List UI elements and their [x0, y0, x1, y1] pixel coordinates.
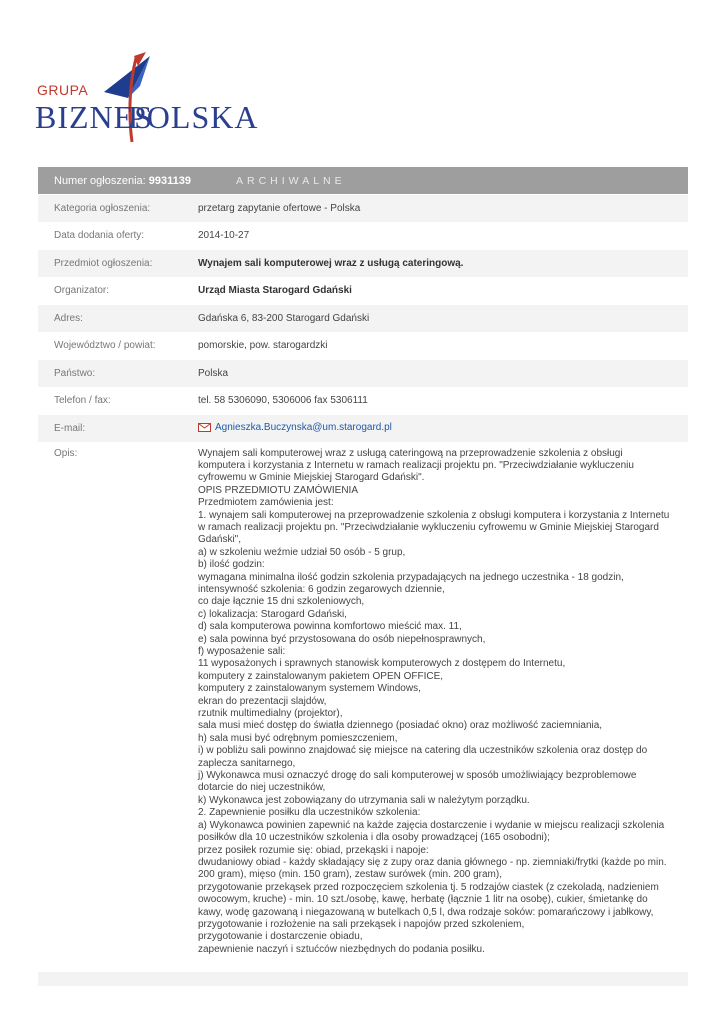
- value-data: 2014-10-27: [198, 230, 250, 242]
- description-line: przygotowanie i rozłożenie na sali przekąsek i napojów przed szkoleniem,: [198, 918, 525, 930]
- description-line: 11 wyposażonych i sprawnych stanowisk komputerowych z dostępem do Internetu,: [198, 658, 566, 670]
- description-line: 200 gram), mięso (min. 150 gram), zestaw surówek (min. 200 gram),: [198, 869, 502, 881]
- description-line: Wynajem sali komputerowej wraz z usługą cateringową na przeprowadzenie szkolenia z obsługi: [198, 447, 623, 459]
- label-kategoria: Kategoria ogłoszenia:: [54, 202, 151, 214]
- header-row: [38, 167, 688, 194]
- description-line: c) lokalizacja: Starogard Gdański,: [198, 608, 347, 620]
- description-line: przygotowanie i dostarczenie obiadu,: [198, 931, 363, 943]
- description-line: posiłków dla 10 uczestników szkolenia i dla osoby prowadzącej (165 osobodni);: [198, 832, 550, 844]
- description-line: ekran do prezentacji slajdów,: [198, 695, 327, 707]
- row-opis: [38, 442, 688, 971]
- description-line: Gdański",: [198, 534, 242, 546]
- row-organizator: [38, 277, 688, 305]
- description-line: owocowym, kruche) - min. 10 szt./osobę, kawę, herbatę (łącznie 1 litr na osobę), cukier, śmietankę do: [198, 894, 648, 906]
- description-line: h) sala musi być odrębnym pomieszczeniem,: [198, 732, 398, 744]
- label-adres: Adres:: [54, 312, 83, 324]
- logo-grupa: GRUPA: [37, 82, 89, 98]
- label-opis: Opis:: [54, 447, 78, 459]
- announcement-number: Numer ogłoszenia: 9931139: [54, 174, 191, 187]
- description-line: dotarcie do niej uczestników,: [198, 782, 326, 794]
- row-email: [38, 414, 688, 442]
- description-line: wymagana minimalna ilość godzin szkolenia przypadających na jednego uczestnika - 18 godzin,: [198, 571, 624, 583]
- value-organizator: Urząd Miasta Starogard Gdański: [198, 285, 352, 297]
- label-wojewodztwo: Województwo / powiat:: [54, 340, 156, 352]
- description-line: Przedmiotem zamówienia jest:: [198, 497, 334, 509]
- description-line: kawy, wodę gazowaną i niegazowaną w butelkach 0,5 l, dwa rodzaje soków: pomarańczowy i jabłkowy,: [198, 906, 654, 918]
- value-opis: [198, 448, 688, 971]
- value-wojewodztwo: pomorskie, pow. starogardzki: [198, 340, 328, 352]
- description-line: d) sala komputerowa powinna komfortowo mieścić max. 11,: [198, 621, 462, 633]
- value-telefon: tel. 58 5306090, 5306006 fax 5306111: [198, 395, 368, 407]
- email-text: Agnieszka.Buczynska@um.starogard.pl: [215, 421, 392, 433]
- description-line: zapewnienie naczyń i sztućców niezbędnych do podania posiłku.: [198, 943, 485, 955]
- description-line: intensywność szkolenia: 6 godzin zegarowych dziennie,: [198, 583, 445, 595]
- description-line: b) ilość godzin:: [198, 559, 265, 571]
- description-line: i) w pobliżu sali powinno znajdować się miejsce na catering dla uczestników szkolenia oraz dostęp do: [198, 745, 648, 757]
- label-data: Data dodania oferty:: [54, 230, 145, 242]
- description-line: OPIS PRZEDMIOTU ZAMÓWIENIA: [198, 484, 359, 496]
- description-line: sala musi mieć dostęp do światła dziennego (posiadać okno) oraz możliwość zaciemniania,: [198, 720, 603, 732]
- status-badge: ARCHIWALNE: [236, 174, 346, 187]
- description-line: zaplecza sanitarnego,: [198, 757, 296, 769]
- announcement-table: [38, 167, 688, 986]
- row-panstwo: [38, 359, 688, 387]
- description-line: f) wyposażenie sali:: [198, 646, 286, 657]
- row-data: [38, 222, 688, 250]
- description-line: w ramach realizacji projektu pn. "Przeciwdziałanie wykluczeniu cyfrowemu w Gminie Miejskiej Starogard: [198, 521, 659, 533]
- description-line: e) sala powinna być przystosowana do osób niepełnosprawnych,: [198, 633, 486, 645]
- value-panstwo: Polska: [198, 367, 229, 379]
- description-line: komputery z zainstalowanym systemem Windows,: [198, 683, 421, 695]
- value-kategoria: przetarg zapytanie ofertowe - Polska: [198, 202, 361, 214]
- description-line: k) Wykonawca jest zobowiązany do utrzymania sali w należytym porządku.: [198, 794, 530, 806]
- row-wojewodztwo: [38, 332, 688, 360]
- announcement-number-value: 9931139: [148, 174, 191, 187]
- value-adres: Gdańska 6, 83-200 Starogard Gdański: [198, 312, 370, 324]
- logo-biznes: BIZNES: [35, 99, 153, 135]
- description-line: cyfrowemu w Gminie Miejskiej Starogard Gdański".: [198, 472, 425, 484]
- row-adres: [38, 304, 688, 332]
- table-footer: [38, 971, 688, 986]
- label-organizator: Organizator:: [54, 285, 110, 297]
- description-line: co daje łącznie 15 dni szkoleniowych,: [198, 596, 365, 608]
- description-line: dwudaniowy obiad - każdy składający się z zupy oraz dania głównego - np. ziemniaki/frytki (każde po min.: [198, 856, 667, 868]
- description-line: 2. Zapewnienie posiłku dla uczestników szkolenia:: [198, 807, 421, 819]
- row-przedmiot: [38, 249, 688, 277]
- description-line: komputery z zainstalowanym pakietem OPEN OFFICE,: [198, 670, 444, 682]
- label-przedmiot: Przedmiot ogłoszenia:: [54, 257, 153, 269]
- description-line: a) w szkoleniu weźmie udział 50 osób - 5 grup,: [198, 546, 406, 558]
- description-line: rzutnik multimedialny (projektor),: [198, 708, 343, 720]
- label-telefon: Telefon / fax:: [54, 395, 111, 407]
- description-line: przez posiłek rozumie się: obiad, przekąski i napoje:: [198, 844, 429, 856]
- description-line: j) Wykonawca musi oznaczyć drogę do sali komputerowej w sposób umożliwiający bezproblemowe: [198, 770, 637, 782]
- description-line: a) Wykonawca powinien zapewnić na każde zajęcia dostarczenie i wydanie w miejscu realizacji szkolenia: [198, 819, 665, 831]
- email-link[interactable]: [198, 422, 392, 433]
- logo: [30, 52, 259, 147]
- logo-polska: POLSKA: [128, 99, 259, 135]
- description-line: 1. wynajem sali komputerowej na przeprowadzenie szkolenia z obsługi komputera i korzystania z Internetu: [198, 509, 670, 521]
- label-panstwo: Państwo:: [54, 367, 96, 379]
- envelope-icon: [198, 423, 211, 432]
- description-line: przygotowanie przekąsek przed rozpoczęciem szkolenia tj. 5 rodzajów ciastek (z czekoladą, nadzieniem: [198, 881, 659, 893]
- description-line: komputera i korzystania z Internetu w ramach realizacji projektu pn. "Przeciwdziałanie wykluczeniu: [198, 459, 634, 471]
- row-telefon: [38, 387, 688, 415]
- label-email: E-mail:: [54, 422, 86, 434]
- row-kategoria: [38, 194, 688, 222]
- value-przedmiot: Wynajem sali komputerowej wraz z usługą cateringową.: [198, 257, 464, 269]
